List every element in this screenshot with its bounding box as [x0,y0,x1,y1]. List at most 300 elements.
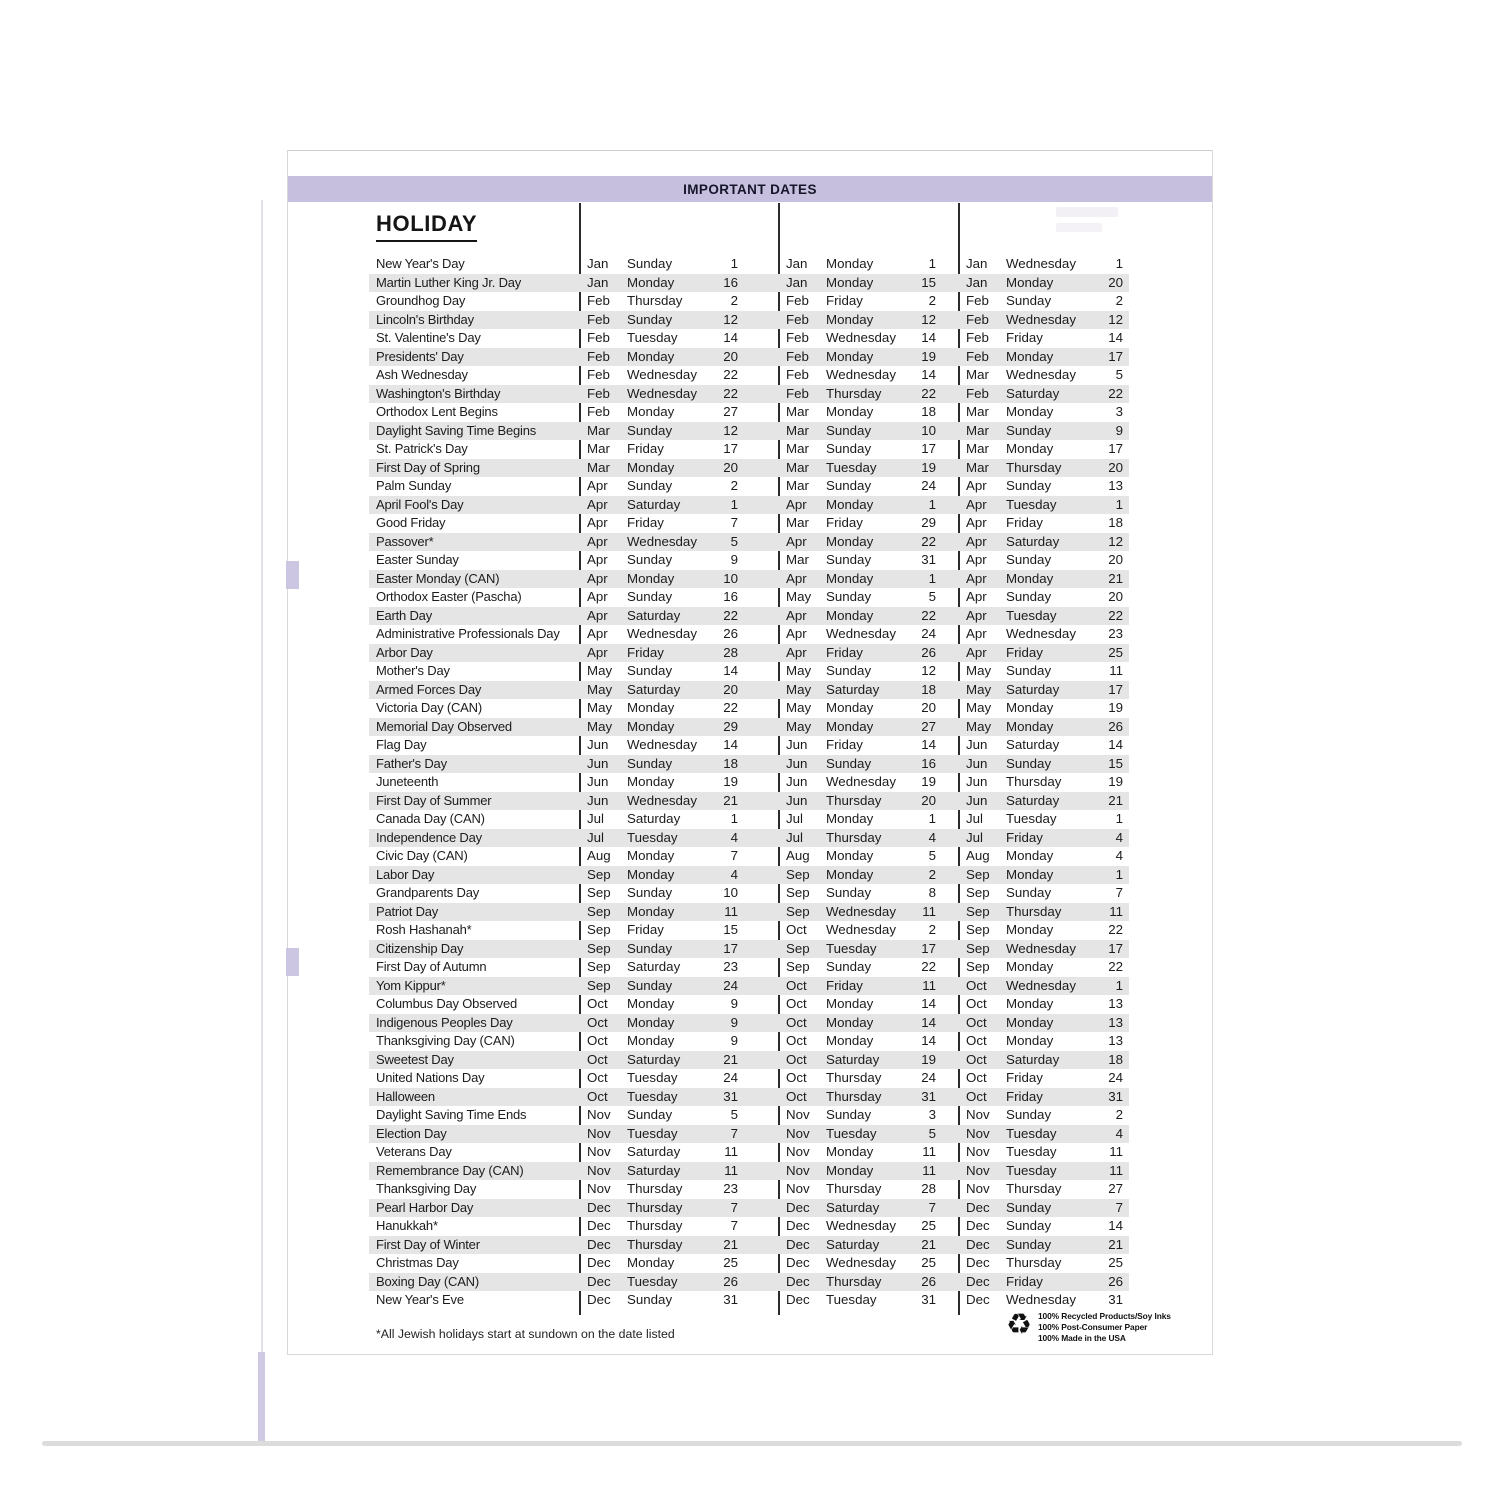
month-cell: Oct [966,996,987,1011]
weekday-cell: Monday [826,570,874,586]
year3-cell [958,1032,1129,1051]
weekday-cell: Monday [826,348,874,364]
weekday-cell: Thursday [627,1218,683,1233]
year3-cell [958,385,1129,404]
weekday-cell: Saturday [1006,737,1060,752]
holiday-name: Daylight Saving Time Ends [376,1107,527,1122]
month-cell: Mar [587,441,610,456]
date-cell: 1 [928,496,936,512]
weekday-cell: Wednesday [1006,367,1076,382]
table-row [369,681,1129,700]
month-cell: Oct [966,1033,987,1048]
date-cell: 19 [1108,700,1123,715]
year3-cell [958,829,1129,848]
weekday-cell: Sunday [1006,293,1052,308]
date-cell: 17 [1108,441,1123,456]
month-cell: May [966,663,992,678]
date-cell: 2 [730,478,738,493]
year1-cell [579,348,778,367]
date-cell: 31 [1108,1088,1123,1104]
date-cell: 2 [730,293,738,308]
holiday-name: Washington's Birthday [376,385,501,401]
weekday-cell: Friday [1006,1273,1043,1289]
month-cell: May [587,700,613,715]
table-row [369,588,1129,607]
recycle-icon: ♻ [1006,1309,1032,1341]
year2-cell [778,977,958,996]
date-cell: 7 [1115,885,1123,900]
weekday-cell: Thursday [826,1088,882,1104]
year1-cell [579,681,778,700]
date-cell: 5 [928,1125,936,1141]
month-cell: Apr [587,570,608,586]
year1-cell [579,1106,778,1125]
date-cell: 14 [1108,737,1123,752]
date-cell: 7 [730,848,738,863]
month-cell: Dec [786,1199,810,1215]
table-row [369,1180,1129,1199]
table-row [369,348,1129,367]
weekday-cell: Wednesday [826,367,896,382]
date-cell: 16 [723,274,738,290]
date-cell: 26 [921,644,936,660]
year2-cell [778,625,958,644]
table-row [369,366,1129,385]
date-cell: 1 [730,811,738,826]
year2-cell [778,940,958,959]
weekday-cell: Thursday [1006,774,1062,789]
year2-cell [778,255,958,274]
holiday-name: Indigenous Peoples Day [376,1014,513,1030]
month-cell: Sep [966,959,990,974]
date-cell: 17 [1108,348,1123,364]
year3-cell [958,644,1129,663]
year2-cell [778,718,958,737]
table-row [369,292,1129,311]
year1-cell [579,1291,778,1310]
weekday-cell: Saturday [627,811,681,826]
month-cell: Jul [786,811,803,826]
weekday-cell: Saturday [627,496,681,512]
month-cell: Dec [966,1273,990,1289]
month-cell: Mar [786,459,809,475]
month-cell: Jun [966,792,988,808]
month-cell: Nov [587,1107,611,1122]
page-edge-tab-2 [286,948,299,976]
month-cell: Feb [786,293,809,308]
year1-cell [579,1051,778,1070]
month-cell: Apr [587,626,608,641]
year2-cell [778,921,958,940]
weekday-cell: Monday [627,848,675,863]
faded-year-mark-2 [1056,223,1102,232]
month-cell: Apr [966,607,987,623]
weekday-cell: Sunday [826,441,872,456]
date-cell: 11 [1109,903,1123,919]
date-cell: 22 [921,385,936,401]
date-cell: 15 [1108,755,1123,771]
year3-cell [958,1199,1129,1218]
month-cell: Jun [786,755,808,771]
date-cell: 26 [1108,1273,1123,1289]
month-cell: Sep [587,903,611,919]
month-cell: Oct [587,1014,608,1030]
weekday-cell: Monday [627,1014,675,1030]
year2-cell [778,607,958,626]
year2-cell [778,736,958,755]
weekday-cell: Saturday [826,1199,880,1215]
date-cell: 11 [1109,1144,1123,1159]
month-cell: Nov [786,1162,810,1178]
weekday-cell: Monday [1006,404,1054,419]
month-cell: Oct [966,1014,987,1030]
month-cell: Apr [966,533,987,549]
date-cell: 11 [922,1162,936,1178]
weekday-cell: Monday [826,404,874,419]
weekday-cell: Friday [1006,1088,1043,1104]
month-cell: Apr [587,496,608,512]
month-cell: Jul [786,829,803,845]
weekday-cell: Thursday [1006,459,1062,475]
table-row [369,403,1129,422]
holiday-table-body [369,255,1129,1310]
month-cell: May [587,718,613,734]
month-cell: Apr [587,607,608,623]
month-cell: Sep [966,940,990,956]
month-cell: Jun [587,774,609,789]
date-cell: 5 [730,1107,738,1122]
weekday-cell: Sunday [826,422,872,438]
table-row [369,551,1129,570]
year2-cell [778,533,958,552]
weekday-cell: Sunday [627,552,673,567]
date-cell: 1 [928,570,936,586]
month-cell: Nov [966,1144,990,1159]
weekday-cell: Thursday [826,1070,882,1085]
year1-cell [579,255,778,274]
month-cell: Feb [587,330,610,345]
weekday-cell: Monday [826,848,874,863]
year1-cell [579,995,778,1014]
year3-cell [958,607,1129,626]
year2-cell [778,958,958,977]
month-cell: Mar [786,552,809,567]
year1-cell [579,551,778,570]
weekday-cell: Tuesday [826,940,877,956]
table-row [369,1273,1129,1292]
holiday-name: Lincoln's Birthday [376,311,474,327]
year1-cell [579,773,778,792]
holiday-name: St. Patrick's Day [376,441,468,456]
month-cell: Aug [966,848,990,863]
weekday-cell: Tuesday [1006,1144,1057,1159]
date-cell: 20 [723,348,738,364]
year2-cell [778,1236,958,1255]
weekday-cell: Sunday [1006,422,1052,438]
date-cell: 9 [730,996,738,1011]
month-cell: Oct [966,1070,987,1085]
month-cell: Mar [966,422,989,438]
year3-cell [958,551,1129,570]
weekday-cell: Tuesday [627,1273,678,1289]
date-cell: 1 [1115,977,1123,993]
month-cell: Dec [587,1255,611,1270]
weekday-cell: Wednesday [1006,626,1076,641]
table-row [369,644,1129,663]
year2-cell [778,496,958,515]
date-cell: 4 [1115,848,1123,863]
month-cell: Mar [786,404,809,419]
month-cell: Dec [786,1292,810,1307]
month-cell: Nov [786,1181,810,1196]
year1-cell [579,1069,778,1088]
month-cell: Nov [966,1162,990,1178]
date-cell: 17 [1108,681,1123,697]
date-cell: 2 [1115,293,1123,308]
weekday-cell: Saturday [1006,385,1060,401]
date-cell: 10 [921,422,936,438]
year1-cell [579,977,778,996]
year3-cell [958,274,1129,293]
weekday-cell: Monday [1006,441,1054,456]
date-cell: 21 [921,1236,936,1252]
month-cell: Apr [966,478,987,493]
year2-cell [778,829,958,848]
month-cell: Jun [786,737,808,752]
month-cell: Nov [966,1125,990,1141]
year1-cell [579,311,778,330]
year2-cell [778,995,958,1014]
holiday-name: Memorial Day Observed [376,718,512,734]
month-cell: Oct [786,1033,807,1048]
month-cell: Apr [786,607,807,623]
table-row [369,1088,1129,1107]
month-cell: Mar [786,478,809,493]
year3-cell [958,477,1129,496]
year1-cell [579,607,778,626]
month-cell: Oct [786,996,807,1011]
holiday-name: Armed Forces Day [376,681,482,697]
holiday-name: Victoria Day (CAN) [376,700,482,715]
date-cell: 23 [1108,626,1123,641]
date-cell: 27 [1108,1181,1123,1196]
month-cell: Jan [966,256,988,271]
weekday-cell: Tuesday [1006,1162,1057,1178]
year3-cell [958,1217,1129,1236]
weekday-cell: Monday [826,607,874,623]
date-cell: 5 [928,848,936,863]
date-cell: 4 [1115,829,1123,845]
month-cell: Jun [587,737,609,752]
year1-cell [579,940,778,959]
weekday-cell: Monday [826,1014,874,1030]
year2-cell [778,1273,958,1292]
weekday-cell: Tuesday [826,1125,877,1141]
table-row [369,1051,1129,1070]
weekday-cell: Monday [826,274,874,290]
weekday-cell: Monday [627,866,675,882]
eco-statement [1006,1309,1171,1344]
holiday-name: Patriot Day [376,903,439,919]
date-cell: 16 [723,589,738,604]
month-cell: Jan [587,256,609,271]
weekday-cell: Thursday [826,792,882,808]
month-cell: Aug [587,848,611,863]
year2-cell [778,1125,958,1144]
date-cell: 22 [723,700,738,715]
holiday-name: Pearl Harbor Day [376,1199,474,1215]
weekday-cell: Wednesday [826,922,896,937]
table-row [369,1217,1129,1236]
year1-cell [579,903,778,922]
holiday-name: Labor Day [376,866,435,882]
table-row [369,755,1129,774]
date-cell: 12 [723,311,738,327]
holiday-name: Citizenship Day [376,940,464,956]
month-cell: Oct [966,1051,987,1067]
month-cell: Mar [966,441,989,456]
weekday-cell: Sunday [1006,1218,1052,1233]
year3-cell [958,1014,1129,1033]
holiday-name: Groundhog Day [376,293,466,308]
month-cell: Oct [587,1070,608,1085]
year2-cell [778,366,958,385]
date-cell: 25 [921,1218,936,1233]
table-row [369,1106,1129,1125]
year2-cell [778,866,958,885]
year3-cell [958,588,1129,607]
date-cell: 14 [921,996,936,1011]
date-cell: 2 [928,293,936,308]
weekday-cell: Sunday [627,256,673,271]
holiday-name: Arbor Day [376,644,433,660]
holiday-name: Yom Kippur* [376,977,446,993]
year3-cell [958,773,1129,792]
year1-cell [579,292,778,311]
weekday-cell: Tuesday [1006,496,1057,512]
weekday-cell: Monday [826,996,874,1011]
table-row [369,1291,1129,1310]
month-cell: Feb [587,311,610,327]
weekday-cell: Friday [1006,644,1043,660]
date-cell: 4 [1115,1125,1123,1141]
year3-cell [958,533,1129,552]
date-cell: 11 [1109,663,1123,678]
date-cell: 21 [723,1236,738,1252]
weekday-cell: Monday [627,404,675,419]
important-dates-page [287,150,1213,1355]
month-cell: Oct [786,1070,807,1085]
month-cell: Dec [587,1292,611,1307]
year3-cell [958,940,1129,959]
table-row [369,274,1129,293]
weekday-cell: Monday [826,533,874,549]
month-cell: Mar [786,422,809,438]
month-cell: Dec [587,1218,611,1233]
year3-cell [958,699,1129,718]
date-cell: 20 [1108,552,1123,567]
eco-statement-lines [1038,1309,1171,1344]
holiday-name: Passover* [376,533,434,549]
weekday-cell: Sunday [627,1292,673,1307]
weekday-cell: Wednesday [627,626,697,641]
weekday-cell: Wednesday [1006,256,1076,271]
holiday-name: Daylight Saving Time Begins [376,422,537,438]
weekday-cell: Friday [627,441,664,456]
weekday-cell: Thursday [826,829,882,845]
date-cell: 24 [723,977,738,993]
backing-board-edge [42,1441,1462,1446]
month-cell: May [786,718,812,734]
date-cell: 20 [1108,459,1123,475]
weekday-cell: Monday [627,1033,675,1048]
month-cell: Apr [966,589,987,604]
date-cell: 7 [730,1125,738,1141]
table-row [369,995,1129,1014]
year1-cell [579,422,778,441]
month-cell: Sep [587,959,611,974]
table-row [369,329,1129,348]
date-cell: 27 [921,718,936,734]
year3-cell [958,348,1129,367]
month-cell: Apr [786,570,807,586]
table-row [369,625,1129,644]
year3-cell [958,403,1129,422]
month-cell: Dec [587,1273,611,1289]
weekday-cell: Monday [826,811,874,826]
holiday-name: Hanukkah* [376,1218,438,1233]
year2-cell [778,644,958,663]
weekday-cell: Sunday [1006,478,1052,493]
date-cell: 11 [724,903,738,919]
year2-cell [778,1032,958,1051]
date-cell: 1 [1115,496,1123,512]
month-cell: Oct [786,922,807,937]
year3-cell [958,422,1129,441]
table-row [369,496,1129,515]
table-row [369,718,1129,737]
year1-cell [579,1236,778,1255]
date-cell: 18 [1108,515,1123,530]
month-cell: Feb [786,311,809,327]
weekday-cell: Sunday [627,1107,673,1122]
year2-cell [778,440,958,459]
weekday-cell: Sunday [627,885,673,900]
year1-cell [579,736,778,755]
weekday-cell: Monday [826,311,874,327]
table-row [369,607,1129,626]
month-cell: Oct [786,1014,807,1030]
table-row [369,662,1129,681]
holiday-name: Juneteenth [376,774,439,789]
table-row [369,829,1129,848]
date-cell: 19 [1108,774,1123,789]
weekday-cell: Monday [627,996,675,1011]
date-cell: 13 [1108,478,1123,493]
date-cell: 2 [1115,1107,1123,1122]
month-cell: Nov [587,1162,611,1178]
date-cell: 20 [921,700,936,715]
date-cell: 4 [730,866,738,882]
year2-cell [778,847,958,866]
month-cell: Dec [587,1199,611,1215]
month-cell: Oct [966,1088,987,1104]
year1-cell [579,958,778,977]
weekday-cell: Sunday [826,885,872,900]
weekday-cell: Saturday [627,1162,681,1178]
date-cell: 26 [723,626,738,641]
table-row [369,255,1129,274]
